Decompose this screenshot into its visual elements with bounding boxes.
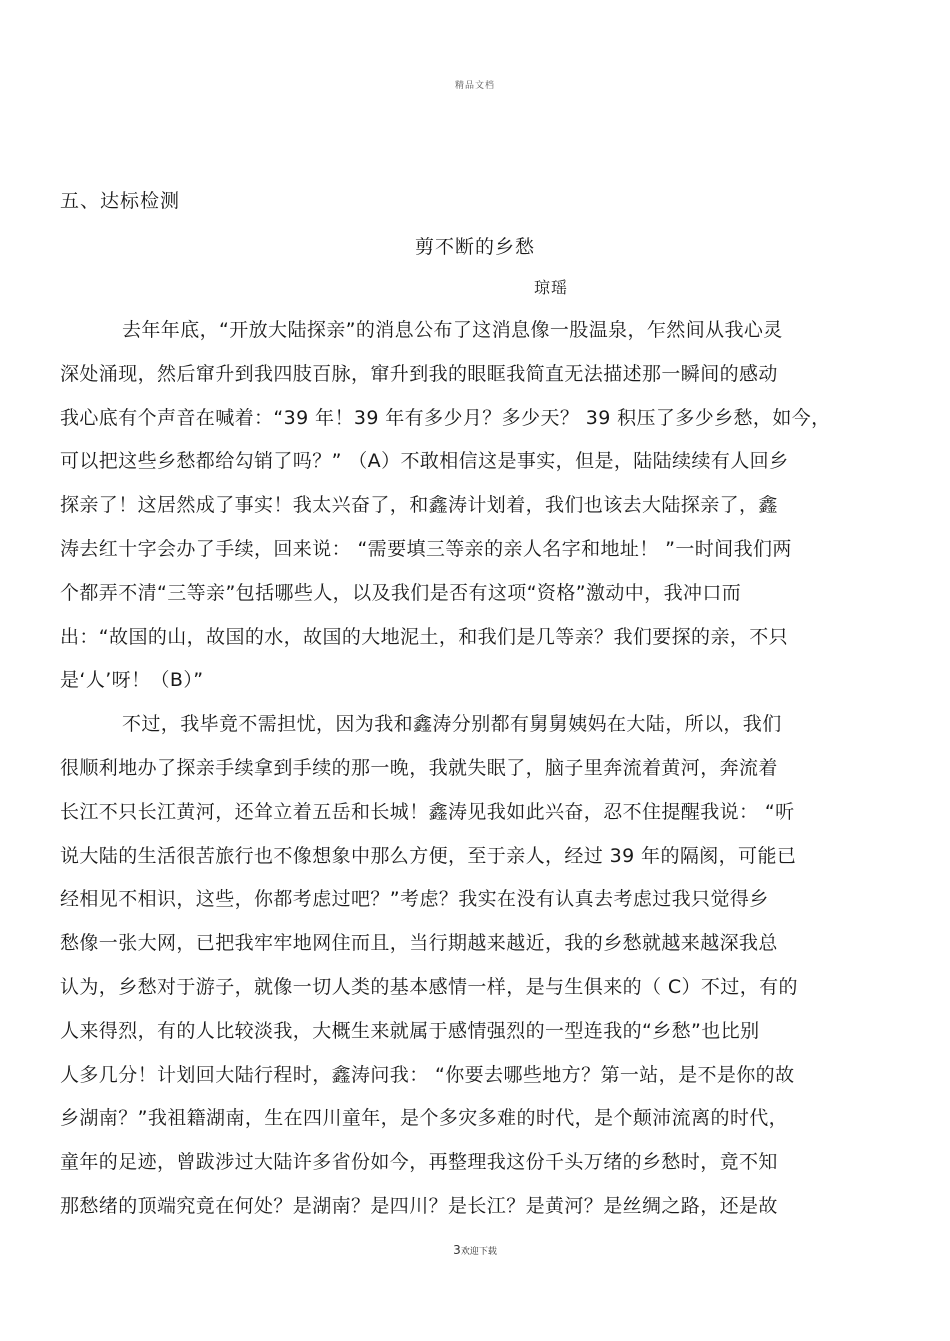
paragraph-2-line: 那愁绪的顶端究竟在何处？是湖南？是四川？是长江？是黄河？是丝绸之路，还是故 [60, 1194, 778, 1217]
paragraph-1-line: 深处涌现，然后窜升到我四肢百脉，窜升到我的眼眶我简直无法描述那一瞬间的感动 [60, 362, 778, 385]
paragraph-2-line: 乡湖南？”我祖籍湖南，生在四川童年，是个多灾多难的时代，是个颠沛流离的时代， [60, 1107, 789, 1130]
footer-caption: 欢迎下载 [460, 1247, 497, 1257]
page-watermark-header: 精品文档 [454, 81, 495, 91]
paragraph-1-line: 去年年底，“开放大陆探亲”的消息公布了这消息像一股温泉，乍然间从我心灵 [122, 319, 783, 341]
page-footer [0, 1243, 950, 1257]
paragraph-2-line: 童年的足迹，曾跋涉过大陆许多省份如今，再整理我这份千头万绪的乡愁时，竟不知 [60, 1151, 778, 1174]
paragraph-1-line: 可以把这些乡愁都给勾销了吗？” （A）不敢相信这是事实，但是，陆陆续续有人回乡 [60, 450, 789, 473]
paragraph-2-line: 愁像一张大网，已把我牢牢地网住而且，当行期越来越近，我的乡愁就越来越深我总 [60, 932, 778, 955]
article-body [60, 312, 900, 1232]
paragraph-2-line: 人多几分！计划回大陆行程时，鑫涛问我： “你要去哪些地方？第一站，是不是你的故 [60, 1063, 795, 1086]
section-title: 五、达标检测 [60, 190, 181, 212]
paragraph-2-line: 说大陆的生活很苦旅行也不像想象中那么方便，至于亲人，经过 39 年的隔阂，可能已 [60, 844, 797, 867]
paragraph-1-line: 涛去红十字会办了手续，回来说： “需要填三等亲的亲人名字和地址！ ”一时间我们两 [60, 537, 792, 560]
page-number: 3 [453, 1243, 461, 1257]
paragraph-2-line: 长江不只长江黄河，还耸立着五岳和长城！鑫涛见我如此兴奋，忍不住提醒我说： “听 [60, 800, 795, 823]
article-title: 剪不断的乡愁 [414, 236, 535, 258]
paragraph-2-line: 人来得烈，有的人比较淡我，大概生来就属于感情强烈的一型连我的“乡愁”也比别 [60, 1019, 760, 1042]
paragraph-1-line: 是‘人’呀！（B）” [60, 669, 204, 692]
article-author: 琼瑶 [534, 278, 569, 297]
paragraph-1-line: 我心底有个声音在喊着：“39 年！39 年有多少月？多少天？ 39 积压了多少乡愁，如今， [60, 406, 831, 429]
paragraph-2-line: 认为，乡愁对于游子，就像一切人类的基本感情一样，是与生俱来的（ C）不过，有的 [60, 975, 798, 998]
paragraph-2-line: 很顺利地办了探亲手续拿到手续的那一晚，我就失眠了，脑子里奔流着黄河，奔流着 [60, 756, 778, 779]
paragraph-2-line: 经相见不相识，这些，你都考虑过吧？”考虑？我实在没有认真去考虑过我只觉得乡 [60, 888, 769, 911]
paragraph-1-line: 个都弄不清“三等亲”包括哪些人，以及我们是否有这项“资格”激动中，我冲口而 [60, 581, 742, 604]
paragraph-2-line: 不过，我毕竟不需担忧，因为我和鑫涛分别都有舅舅姨妈在大陆，所以，我们 [122, 713, 782, 736]
paragraph-1-line: 出：“故国的山，故国的水，故国的大地泥土，和我们是几等亲？我们要探的亲，不只 [60, 625, 789, 648]
paragraph-1-line: 探亲了！这居然成了事实！我太兴奋了，和鑫涛计划着，我们也该去大陆探亲了，鑫 [60, 494, 778, 517]
